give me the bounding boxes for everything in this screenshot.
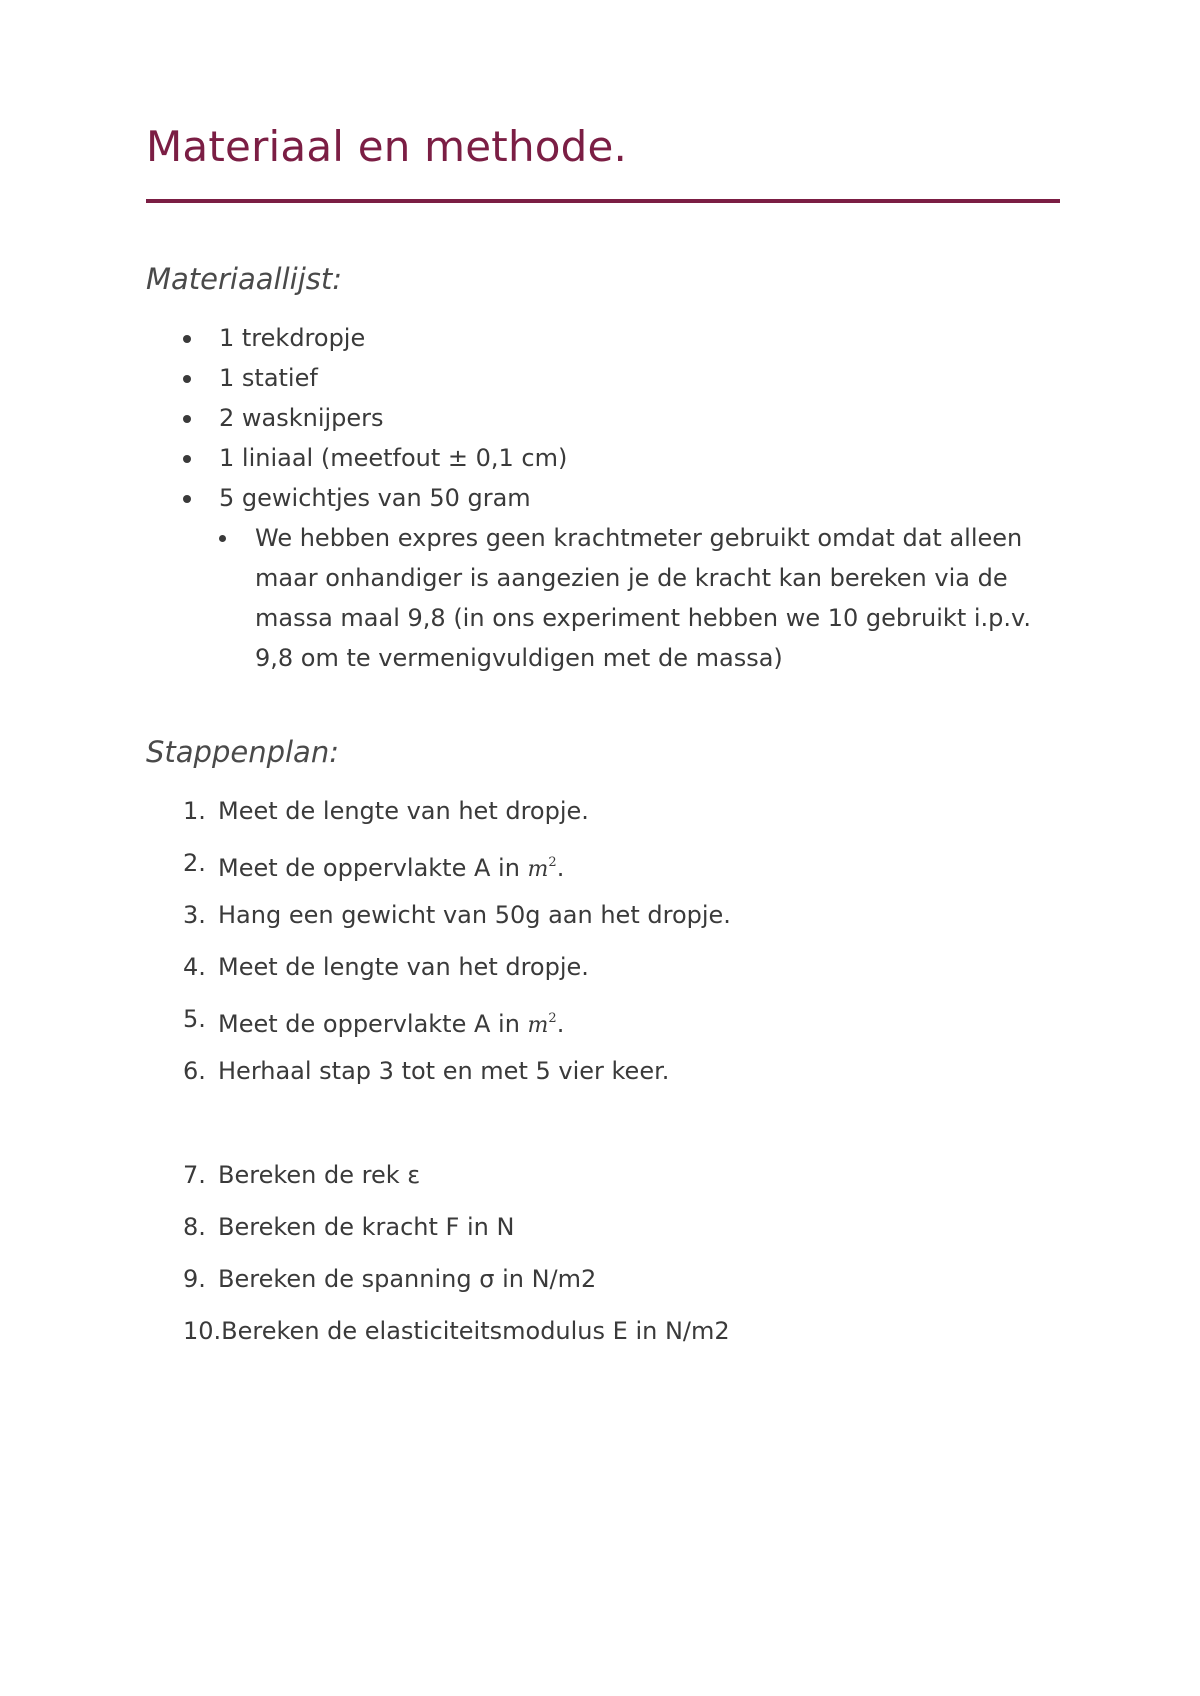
step-number: 1. [183, 797, 206, 825]
step-item [146, 999, 1066, 1051]
list-item [146, 358, 1066, 398]
step-text: Meet de oppervlakte A in [218, 854, 528, 882]
materials-heading: Materiaallijst: [146, 262, 343, 296]
step-text: Meet de oppervlakte A in [218, 1010, 528, 1038]
step-text: Herhaal stap 3 tot en met 5 vier keer. [218, 1057, 670, 1085]
step-item [146, 895, 1066, 947]
list-item-text: 1 statief [219, 364, 318, 392]
step-item [146, 947, 1066, 999]
materials-list [146, 318, 1066, 678]
bullet-icon [183, 335, 191, 343]
step-item [146, 1311, 1066, 1363]
step-item [146, 1155, 1066, 1207]
step-text: Bereken de spanning σ in N/m2 [218, 1265, 597, 1293]
bullet-icon [183, 455, 191, 463]
steps-heading: Stappenplan: [146, 735, 339, 769]
step-number: 5. [183, 1005, 206, 1033]
step-text-end: . [556, 854, 565, 882]
list-item [146, 398, 1066, 438]
step-text: Bereken de kracht F in N [218, 1213, 515, 1241]
step-text-end: . [556, 1010, 565, 1038]
step-number: 6. [183, 1057, 206, 1085]
steps-list [146, 791, 1066, 1363]
step-number: 9. [183, 1265, 206, 1293]
step-number: 4. [183, 953, 206, 981]
step-text: Meet de lengte van het dropje. [218, 797, 589, 825]
list-item-text: 1 liniaal (meetfout ± 0,1 cm) [219, 444, 568, 472]
step-item [146, 791, 1066, 843]
document-title: Materiaal en methode. [146, 122, 628, 171]
materials-note [146, 518, 1065, 678]
step-text: Bereken de elasticiteitsmodulus E in N/m2 [221, 1317, 730, 1345]
list-item [146, 438, 1066, 478]
step-item [146, 1051, 1066, 1103]
step-item [146, 1207, 1066, 1259]
math-exponent: 2 [548, 855, 557, 870]
bullet-icon [183, 495, 191, 503]
list-item-text: 2 wasknijpers [219, 404, 384, 432]
step-number: 10. [183, 1317, 222, 1345]
step-number: 8. [183, 1213, 206, 1241]
step-item [146, 1259, 1066, 1311]
math-exponent: 2 [548, 1011, 557, 1026]
step-number: 7. [183, 1161, 206, 1189]
title-underline [146, 199, 1060, 203]
step-number: 3. [183, 901, 206, 929]
materials-note-text: We hebben expres geen krachtmeter gebruikt omdat dat alleen maar onhandiger is aangezien je de kracht kan bereken via de massa maal 9,8 (in ons experiment hebben we 10 gebruikt i.p.v. 9,8 om te vermenigvuldigen met de massa) [255, 524, 1031, 672]
sub-bullet-icon [219, 535, 226, 542]
list-item [146, 318, 1066, 358]
step-text: Bereken de rek ε [218, 1161, 421, 1189]
step-text: Hang een gewicht van 50g aan het dropje. [218, 901, 731, 929]
list-item-text: 5 gewichtjes van 50 gram [219, 484, 531, 512]
step-item [146, 843, 1066, 895]
bullet-icon [183, 375, 191, 383]
math-symbol: m [527, 1013, 549, 1038]
bullet-icon [183, 415, 191, 423]
step-text: Meet de lengte van het dropje. [218, 953, 589, 981]
step-number: 2. [183, 849, 206, 877]
list-item [146, 478, 1066, 518]
math-symbol: m [527, 857, 549, 882]
list-item-text: 1 trekdropje [219, 324, 366, 352]
